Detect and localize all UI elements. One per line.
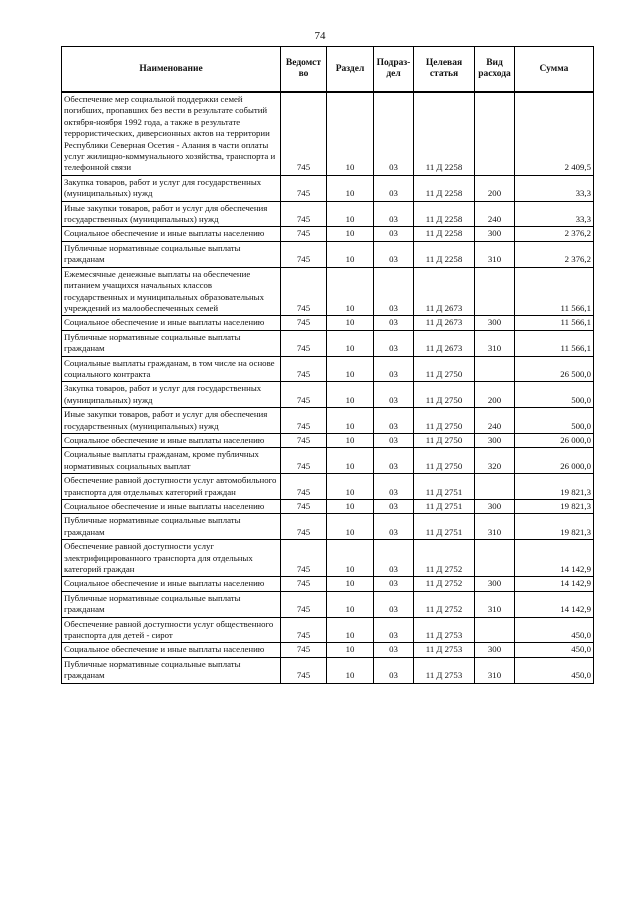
row-section: 10 — [327, 330, 374, 356]
row-sum: 33,3 — [515, 175, 594, 201]
row-subsection: 03 — [374, 657, 414, 683]
row-sum: 500,0 — [515, 408, 594, 434]
table-row — [62, 201, 594, 227]
row-subsection: 03 — [374, 201, 414, 227]
row-dept: 745 — [281, 267, 327, 316]
row-subsection: 03 — [374, 175, 414, 201]
table-row — [62, 474, 594, 500]
row-name: Социальное обеспечение и иные выплаты населению — [62, 577, 281, 591]
row-expense-type: 310 — [475, 330, 515, 356]
row-dept: 745 — [281, 330, 327, 356]
row-section: 10 — [327, 500, 374, 514]
row-sum: 14 142,9 — [515, 540, 594, 577]
row-target: 11 Д 2751 — [414, 474, 475, 500]
row-dept: 745 — [281, 201, 327, 227]
row-sum: 14 142,9 — [515, 577, 594, 591]
row-target: 11 Д 2752 — [414, 540, 475, 577]
table-row — [62, 617, 594, 643]
row-expense-type: 300 — [475, 433, 515, 447]
row-subsection: 03 — [374, 643, 414, 657]
row-expense-type — [475, 356, 515, 382]
row-name: Социальное обеспечение и иные выплаты населению — [62, 227, 281, 241]
row-name: Публичные нормативные социальные выплаты гражданам — [62, 330, 281, 356]
row-subsection: 03 — [374, 474, 414, 500]
row-name: Социальное обеспечение и иные выплаты населению — [62, 500, 281, 514]
row-target: 11 Д 2258 — [414, 241, 475, 267]
row-subsection: 03 — [374, 330, 414, 356]
row-sum: 33,3 — [515, 201, 594, 227]
table-row — [62, 241, 594, 267]
row-target: 11 Д 2258 — [414, 92, 475, 175]
table-row — [62, 591, 594, 617]
row-subsection: 03 — [374, 267, 414, 316]
row-expense-type: 300 — [475, 316, 515, 330]
row-name: Иные закупки товаров, работ и услуг для обеспечения государственных (муниципальных) нужд — [62, 201, 281, 227]
row-dept: 745 — [281, 448, 327, 474]
row-subsection: 03 — [374, 540, 414, 577]
row-sum: 19 821,3 — [515, 474, 594, 500]
row-target: 11 Д 2673 — [414, 330, 475, 356]
row-expense-type: 240 — [475, 201, 515, 227]
page-number: 74 — [314, 30, 326, 42]
row-target: 11 Д 2750 — [414, 382, 475, 408]
row-dept: 745 — [281, 643, 327, 657]
header-expense-type: Вид расхода — [475, 47, 515, 93]
row-dept: 745 — [281, 408, 327, 434]
header-subsection: Подраз- дел — [374, 47, 414, 93]
row-subsection: 03 — [374, 92, 414, 175]
row-expense-type: 320 — [475, 448, 515, 474]
row-sum: 19 821,3 — [515, 500, 594, 514]
row-target: 11 Д 2753 — [414, 617, 475, 643]
row-name: Обеспечение мер социальной поддержки семей погибших, пропавших без вести в результате событий октября-ноября 1992 года, а также в результате террористических, диверсионных актов на территории Республики Северная Осетия - Алания в части оплаты услуг жилищно-коммунального хозяйства, транспорта и телефонной связи — [62, 92, 281, 175]
row-dept: 745 — [281, 227, 327, 241]
header-sum: Сумма — [515, 47, 594, 93]
row-expense-type: 300 — [475, 643, 515, 657]
row-sum: 14 142,9 — [515, 591, 594, 617]
row-expense-type — [475, 617, 515, 643]
table-row — [62, 514, 594, 540]
row-dept: 745 — [281, 241, 327, 267]
row-name: Обеспечение равной доступности услуг автомобильного транспорта для отдельных категорий граждан — [62, 474, 281, 500]
row-sum: 450,0 — [515, 617, 594, 643]
table-row — [62, 356, 594, 382]
row-target: 11 Д 2258 — [414, 175, 475, 201]
table-row — [62, 500, 594, 514]
row-subsection: 03 — [374, 617, 414, 643]
row-dept: 745 — [281, 316, 327, 330]
row-name: Обеспечение равной доступности услуг электрифицированного транспорта для отдельных категорий граждан — [62, 540, 281, 577]
row-target: 11 Д 2751 — [414, 514, 475, 540]
table-row — [62, 267, 594, 316]
row-dept: 745 — [281, 433, 327, 447]
row-target: 11 Д 2752 — [414, 591, 475, 617]
row-target: 11 Д 2673 — [414, 267, 475, 316]
table-row — [62, 408, 594, 434]
row-dept: 745 — [281, 514, 327, 540]
row-sum: 2 376,2 — [515, 241, 594, 267]
row-target: 11 Д 2752 — [414, 577, 475, 591]
row-target: 11 Д 2751 — [414, 500, 475, 514]
row-name: Закупка товаров, работ и услуг для государственных (муниципальных) нужд — [62, 382, 281, 408]
row-section: 10 — [327, 241, 374, 267]
row-subsection: 03 — [374, 241, 414, 267]
row-name: Публичные нормативные социальные выплаты гражданам — [62, 657, 281, 683]
row-sum: 2 409,5 — [515, 92, 594, 175]
row-subsection: 03 — [374, 408, 414, 434]
row-name: Социальные выплаты гражданам, кроме публичных нормативных социальных выплат — [62, 448, 281, 474]
row-sum: 450,0 — [515, 643, 594, 657]
row-name: Иные закупки товаров, работ и услуг для обеспечения государственных (муниципальных) нужд — [62, 408, 281, 434]
row-expense-type: 300 — [475, 227, 515, 241]
row-sum: 26 000,0 — [515, 433, 594, 447]
row-name: Обеспечение равной доступности услуг общественного транспорта для детей - сирот — [62, 617, 281, 643]
header-section: Раздел — [327, 47, 374, 93]
row-expense-type: 310 — [475, 514, 515, 540]
row-section: 10 — [327, 356, 374, 382]
row-expense-type: 200 — [475, 382, 515, 408]
row-expense-type: 310 — [475, 591, 515, 617]
row-section: 10 — [327, 514, 374, 540]
row-expense-type: 240 — [475, 408, 515, 434]
row-name: Закупка товаров, работ и услуг для государственных (муниципальных) нужд — [62, 175, 281, 201]
row-expense-type: 310 — [475, 241, 515, 267]
row-target: 11 Д 2258 — [414, 201, 475, 227]
row-sum: 11 566,1 — [515, 267, 594, 316]
row-expense-type: 300 — [475, 577, 515, 591]
header-target: Целевая статья — [414, 47, 475, 93]
row-dept: 745 — [281, 540, 327, 577]
row-sum: 450,0 — [515, 657, 594, 683]
table-row — [62, 316, 594, 330]
row-section: 10 — [327, 591, 374, 617]
row-section: 10 — [327, 316, 374, 330]
row-section: 10 — [327, 433, 374, 447]
row-dept: 745 — [281, 175, 327, 201]
budget-table — [61, 46, 594, 684]
table-row — [62, 433, 594, 447]
row-section: 10 — [327, 643, 374, 657]
header-dept: Ведомст во — [281, 47, 327, 93]
row-expense-type — [475, 267, 515, 316]
row-name: Ежемесячные денежные выплаты на обеспечение питанием учащихся начальных классов государственных и муниципальных образовательных учреждений из малообеспеченных семей — [62, 267, 281, 316]
row-section: 10 — [327, 175, 374, 201]
row-target: 11 Д 2753 — [414, 657, 475, 683]
row-dept: 745 — [281, 657, 327, 683]
row-target: 11 Д 2750 — [414, 356, 475, 382]
row-expense-type: 300 — [475, 500, 515, 514]
row-subsection: 03 — [374, 227, 414, 241]
row-section: 10 — [327, 92, 374, 175]
row-section: 10 — [327, 448, 374, 474]
table-row — [62, 92, 594, 175]
row-sum: 26 500,0 — [515, 356, 594, 382]
row-section: 10 — [327, 267, 374, 316]
row-subsection: 03 — [374, 316, 414, 330]
row-subsection: 03 — [374, 577, 414, 591]
table-row — [62, 448, 594, 474]
row-expense-type — [475, 92, 515, 175]
row-section: 10 — [327, 617, 374, 643]
row-sum: 19 821,3 — [515, 514, 594, 540]
row-target: 11 Д 2750 — [414, 448, 475, 474]
row-subsection: 03 — [374, 591, 414, 617]
row-dept: 745 — [281, 591, 327, 617]
table-row — [62, 643, 594, 657]
row-subsection: 03 — [374, 433, 414, 447]
row-dept: 745 — [281, 356, 327, 382]
row-expense-type — [475, 540, 515, 577]
row-subsection: 03 — [374, 514, 414, 540]
table-row — [62, 227, 594, 241]
row-expense-type — [475, 474, 515, 500]
row-name: Социальные выплаты гражданам, в том числе на основе социального контракта — [62, 356, 281, 382]
row-name: Публичные нормативные социальные выплаты гражданам — [62, 514, 281, 540]
row-sum: 11 566,1 — [515, 316, 594, 330]
row-target: 11 Д 2673 — [414, 316, 475, 330]
row-target: 11 Д 2750 — [414, 408, 475, 434]
row-expense-type: 200 — [475, 175, 515, 201]
row-name: Публичные нормативные социальные выплаты гражданам — [62, 241, 281, 267]
row-name: Публичные нормативные социальные выплаты гражданам — [62, 591, 281, 617]
row-section: 10 — [327, 408, 374, 434]
row-sum: 500,0 — [515, 382, 594, 408]
row-section: 10 — [327, 577, 374, 591]
table-body — [62, 92, 594, 683]
row-section: 10 — [327, 382, 374, 408]
row-expense-type: 310 — [475, 657, 515, 683]
row-subsection: 03 — [374, 500, 414, 514]
row-sum: 26 000,0 — [515, 448, 594, 474]
table-row — [62, 657, 594, 683]
row-target: 11 Д 2258 — [414, 227, 475, 241]
row-dept: 745 — [281, 382, 327, 408]
row-dept: 745 — [281, 92, 327, 175]
row-dept: 745 — [281, 577, 327, 591]
row-section: 10 — [327, 227, 374, 241]
table-row — [62, 175, 594, 201]
row-section: 10 — [327, 540, 374, 577]
row-dept: 745 — [281, 474, 327, 500]
table-header-row — [62, 47, 594, 93]
row-subsection: 03 — [374, 356, 414, 382]
row-section: 10 — [327, 657, 374, 683]
row-name: Социальное обеспечение и иные выплаты населению — [62, 433, 281, 447]
table-row — [62, 382, 594, 408]
table-row — [62, 540, 594, 577]
row-name: Социальное обеспечение и иные выплаты населению — [62, 643, 281, 657]
row-sum: 2 376,2 — [515, 227, 594, 241]
row-name: Социальное обеспечение и иные выплаты населению — [62, 316, 281, 330]
table-row — [62, 577, 594, 591]
row-target: 11 Д 2750 — [414, 433, 475, 447]
row-section: 10 — [327, 201, 374, 227]
table-row — [62, 330, 594, 356]
row-dept: 745 — [281, 500, 327, 514]
row-sum: 11 566,1 — [515, 330, 594, 356]
header-name: Наименование — [62, 47, 281, 93]
row-subsection: 03 — [374, 448, 414, 474]
row-subsection: 03 — [374, 382, 414, 408]
row-section: 10 — [327, 474, 374, 500]
row-target: 11 Д 2753 — [414, 643, 475, 657]
row-dept: 745 — [281, 617, 327, 643]
